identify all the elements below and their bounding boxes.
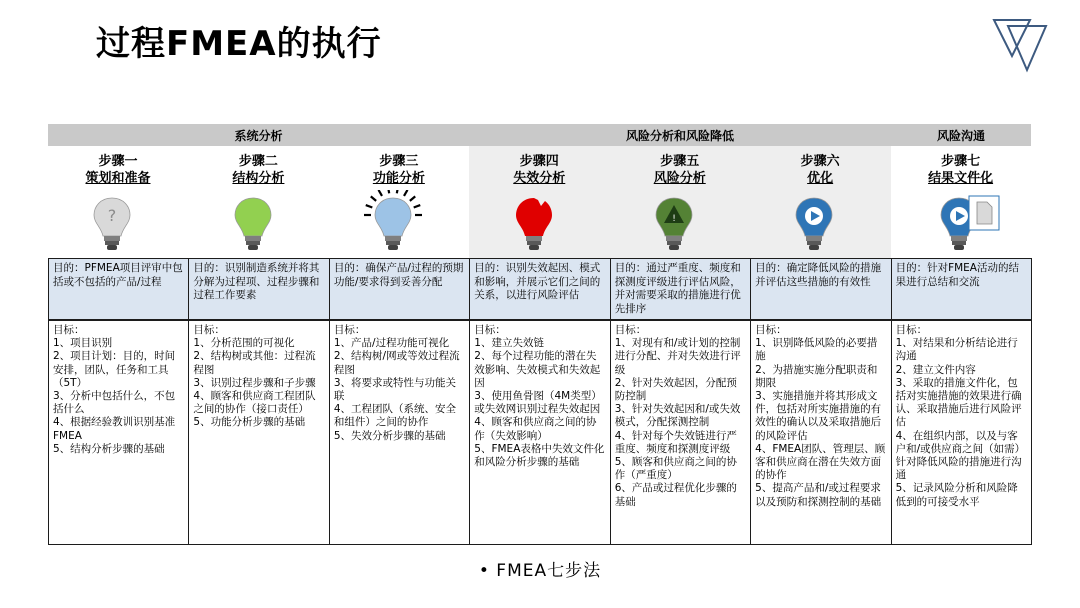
goal-item: 目标： [614, 324, 647, 336]
warning-bulb-icon [644, 190, 716, 256]
step-number: 步骤一 [98, 154, 138, 169]
step-number: 步骤六 [800, 154, 840, 169]
broken-red-bulb-icon [504, 190, 576, 256]
caption: • FMEA七步法 [478, 561, 602, 581]
step-header [750, 153, 890, 187]
step-number: 步骤七 [941, 154, 981, 169]
goal-item: 2、结构树/网或等效过程流程图 [333, 350, 460, 376]
goal-item: 1、对结果和分析结论进行沟通 [895, 337, 1018, 363]
goal-item: 3、识别过程步骤和子步骤 [193, 376, 316, 389]
step-number: 步骤二 [238, 154, 278, 169]
step-goals [610, 320, 751, 545]
question-bulb-icon [82, 190, 154, 256]
step-goals [329, 320, 470, 545]
play-bulb-icon [784, 190, 856, 256]
step-goals [750, 320, 891, 545]
goal-item: 3、使用鱼骨图（4M类型）或失效网识别过程失效起因 [474, 390, 602, 416]
step-header [610, 153, 750, 187]
goal-item: 4、顾客和供应商工程团队之间的协作（接口责任） [193, 390, 316, 416]
goal-item: 目标： [895, 324, 928, 336]
goal-item: 目标： [193, 324, 225, 336]
step-name: 功能分析 [372, 171, 425, 186]
goal-item: 5、顾客和供应商之间的协作（严重度） [614, 456, 737, 482]
goal-item: 1、分析范围的可视化 [193, 337, 295, 350]
step-number: 步骤三 [379, 154, 419, 169]
step-goals [188, 320, 329, 545]
goal-item: 4、顾客和供应商之间的协作（失效影响） [474, 416, 597, 442]
step-name: 结构分析 [232, 171, 285, 186]
goal-item: 3、将要求或特性与功能关联 [333, 376, 457, 403]
goal-item: 6、产品或过程优化步骤的基础 [614, 482, 737, 508]
phase-risk-analysis: 风险分析和风险降低 [469, 124, 891, 146]
goal-item: 1、项目识别 [53, 337, 113, 350]
step-goals [469, 320, 610, 545]
step-name: 策划和准备 [85, 171, 151, 186]
goal-item: 1、识别降低风险的必要措施 [755, 337, 878, 363]
triangle-logo-icon [990, 16, 1050, 74]
goal-item: 3、针对失效起因和/或失效模式，分配探测控制 [614, 403, 741, 429]
document-bulb-icon [929, 190, 1001, 256]
glowing-bulb-icon [363, 190, 435, 256]
step-header [891, 153, 1031, 187]
goal-item: 1、建立失效链 [474, 337, 544, 350]
svg-text:?: ? [107, 206, 117, 225]
goal-item: 目标： [53, 324, 85, 336]
step-name: 失效分析 [513, 171, 566, 186]
page-title: 过程FMEA的执行 [96, 24, 382, 64]
goal-item: 2、针对失效起因，分配预防控制 [614, 376, 737, 403]
goal-item: 1、对现有和/或计划的控制进行分配、并对失效进行评级 [614, 337, 741, 376]
goal-item: 3、实施措施并将其形成文件，包括对所实施措施的有效性的确认以及采取措施后的风险评估 [755, 390, 882, 442]
step-purpose: 目的：针对FMEA活动的结果进行总结和交流 [891, 258, 1032, 320]
step-purpose: 目的：识别失效起因、模式和影响，并展示它们之间的关系，以进行风险评估 [469, 258, 610, 320]
step-header [329, 153, 469, 187]
goal-item: 2、每个过程功能的潜在失效影响、失效模式和失效起因 [474, 350, 601, 389]
goal-item: 4、针对每个失效链进行严重度、频度和探测度评级 [614, 429, 737, 455]
goal-item: 3、采取的措施文件化，包括对实施措施的效果进行确认、采取措施后进行风险评估 [895, 376, 1022, 429]
step-header [469, 153, 609, 187]
goal-item: 目标： [333, 324, 366, 336]
step-name: 结果文件化 [928, 171, 994, 186]
goal-item: 1、产品/过程功能可视化 [333, 337, 450, 350]
goal-item: 5、FMEA表格中失效文件化和风险分析步骤的基础 [474, 442, 605, 469]
goal-item: 目标： [755, 324, 787, 336]
goal-item: 4、根据经验教训识别基准FMEA [53, 416, 176, 442]
step-header [48, 153, 188, 187]
step-goals [48, 320, 189, 545]
goal-item: 2、为措施实施分配职责和期限 [755, 363, 878, 389]
green-bulb-icon [223, 190, 295, 256]
step-name: 优化 [807, 171, 834, 186]
step-purpose: 目的：通过严重度、频度和探测度评级进行评估风险，并对需要采取的措施进行优先排序 [610, 258, 751, 320]
goal-item: 4、FMEA团队、管理层、顾客和供应商在潜在失效方面的协作 [755, 442, 886, 482]
step-purpose: 目的：PFMEA项目评审中包括或不包括的产品/过程 [48, 258, 189, 320]
phase-system-analysis: 系统分析 [48, 124, 469, 146]
phase-risk-communication: 风险沟通 [891, 124, 1031, 146]
goal-item: 5、功能分析步骤的基础 [193, 416, 306, 429]
goal-item: 目标： [474, 324, 506, 336]
goal-item: 4、工程团队（系统、安全和组件）之间的协作 [333, 403, 457, 429]
step-name: 风险分析 [653, 171, 706, 186]
goal-item: 2、建立文件内容 [895, 363, 976, 376]
goal-item: 5、提高产品和/或过程要求以及预防和探测控制的基础 [755, 482, 882, 508]
step-purpose: 目的：确保产品/过程的预期功能/要求得到妥善分配 [329, 258, 470, 320]
step-purpose: 目的：识别制造系统并将其分解为过程项、过程步骤和过程工作要素 [188, 258, 329, 320]
goal-item: 5、失效分析步骤的基础 [333, 429, 446, 442]
goal-item: 4、在组织内部，以及与客户和/或供应商之间（如需）针对降低风险的措施进行沟通 [895, 429, 1026, 482]
step-number: 步骤五 [660, 154, 700, 169]
step-header [188, 153, 328, 187]
step-goals [891, 320, 1032, 545]
goal-item: 2、项目计划：目的，时间安排，团队，任务和工具（5T） [53, 350, 176, 389]
svg-text:!: ! [672, 214, 676, 224]
goal-item: 2、结构树或其他：过程流程图 [193, 350, 316, 376]
goal-item: 3、分析中包括什么，不包括什么 [53, 390, 176, 416]
step-number: 步骤四 [519, 154, 559, 169]
goal-item: 5、记录风险分析和风险降低到的可接受水平 [895, 482, 1018, 508]
goal-item: 5、结构分析步骤的基础 [53, 442, 165, 455]
step-purpose: 目的：确定降低风险的措施并评估这些措施的有效性 [750, 258, 891, 320]
